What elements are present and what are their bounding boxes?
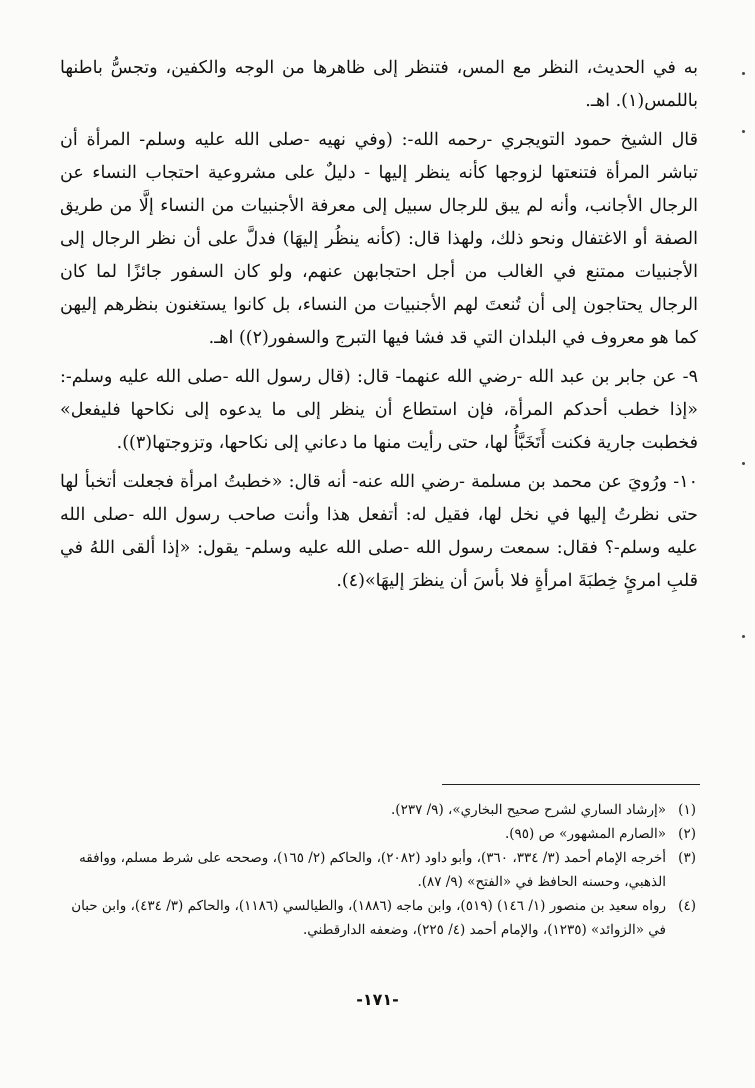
footnote-text: رواه سعيد بن منصور (١/ ١٤٦) (٥١٩)، وابن ماجه (١٨٨٦)، والطيالسي (١١٨٦)، والحاكم (٣/ ٤٣٤)، وابن حبان في «الزوائد» (١٢٣٥)، والإمام أحمد (٤/ ٢٢٥)، وضعفه الدارقطني. [71, 898, 666, 938]
paragraph-2: قال الشيخ حمود التويجري -رحمه الله-: (وفي نهيه -صلى الله عليه وسلم- المرأة أن تباشر المرأة فتنعتها لزوجها كأنه ينظر إليها - دليلٌ على مشروعية احتجاب النساء عن الرجال الأجانب، وأنه لم يبق للرجال سبيل إلى معرفة الأجنبيات من النساء إلَّا من طريق الصفة أو الاغتفال ونحو ذلك، ولهذا قال: (كأنه ينظُر إليهَا) فدلَّ على أن نظر الرجال إلى الأجنبيات ممتنع في الغالب من أجل احتجابهن عنهم، ولو كان السفور جائزًا لما كان الرجال يحتاجون إلى أن تُنعتَ لهم الأجنبيات من النساء، بل كانوا يستغنون بنظرهم إليهن كما هو معروف في البلدان التي قد فشا فيها التبرج والسفور(٢)) اهـ. [60, 130, 698, 348]
paragraph-3-hadith-9: ٩- عن جابر بن عبد الله -رضي الله عنهما- قال: (قال رسول الله -صلى الله عليه وسلم-: «إذا خطب أحدكم المرأة، فإن استطاع أن ينظر إلى ما يدعوه إلى نكاحها فليفعل» فخطبت جارية فكنت أَتَخَبَّأُ لها، حتى رأيت منها ما دعاني إلى نكاحها، وتزوجتها(٣)). [60, 367, 698, 453]
footnote-number: (١) [678, 802, 696, 818]
margin-dot [742, 462, 745, 465]
footnote-3 [60, 846, 696, 894]
paragraph-4-hadith-10: ١٠- ورُويَ عن محمد بن مسلمة -رضي الله عنه- أنه قال: «خطبتُ امرأة فجعلت أتخبأ لها حتى نظرتُ إليها في نخل لها، فقيل له: أتفعل هذا وأنت صاحب رسول الله -صلى الله عليه وسلم-؟ فقال: سمعت رسول الله -صلى الله عليه وسلم- يقول: «إذا ألقى اللهُ في قلبِ امرئٍ خِطبَةَ امرأةٍ فلا بأسَ أن ينظرَ إليهَا»(٤). [60, 472, 698, 591]
footnote-text: أخرجه الإمام أحمد (٣/ ٣٣٤، ٣٦٠)، وأبو داود (٢٠٨٢)، والحاكم (٢/ ١٦٥)، وصححه على شرط مسلم، ووافقه الذهبي، وحسنه الحافظ في «الفتح» (٩/ ٨٧). [79, 850, 666, 890]
footnote-number: (٢) [678, 826, 696, 842]
footnote-4 [60, 894, 696, 942]
footnote-1 [60, 798, 696, 822]
main-text [60, 52, 698, 604]
footnote-divider [442, 784, 700, 785]
footnote-number: (٣) [678, 850, 696, 866]
paragraph-1: به في الحديث، النظر مع المس، فتنظر إلى ظاهرها من الوجه والكفين، وتجسُّ باطنها باللمس(١). اهـ. [60, 58, 698, 111]
footnote-text: «الصارم المشهور» ص (٩٥). [504, 826, 666, 842]
footnotes [60, 798, 696, 942]
page-number: -١٧١- [356, 990, 399, 1009]
footnote-2 [60, 822, 696, 846]
margin-dot [742, 72, 745, 75]
footnote-number: (٤) [678, 898, 696, 914]
margin-dot [742, 130, 745, 133]
footnote-text: «إرشاد الساري لشرح صحيح البخاري»، (٩/ ٢٣٧). [391, 802, 666, 818]
margin-dot [742, 635, 745, 638]
